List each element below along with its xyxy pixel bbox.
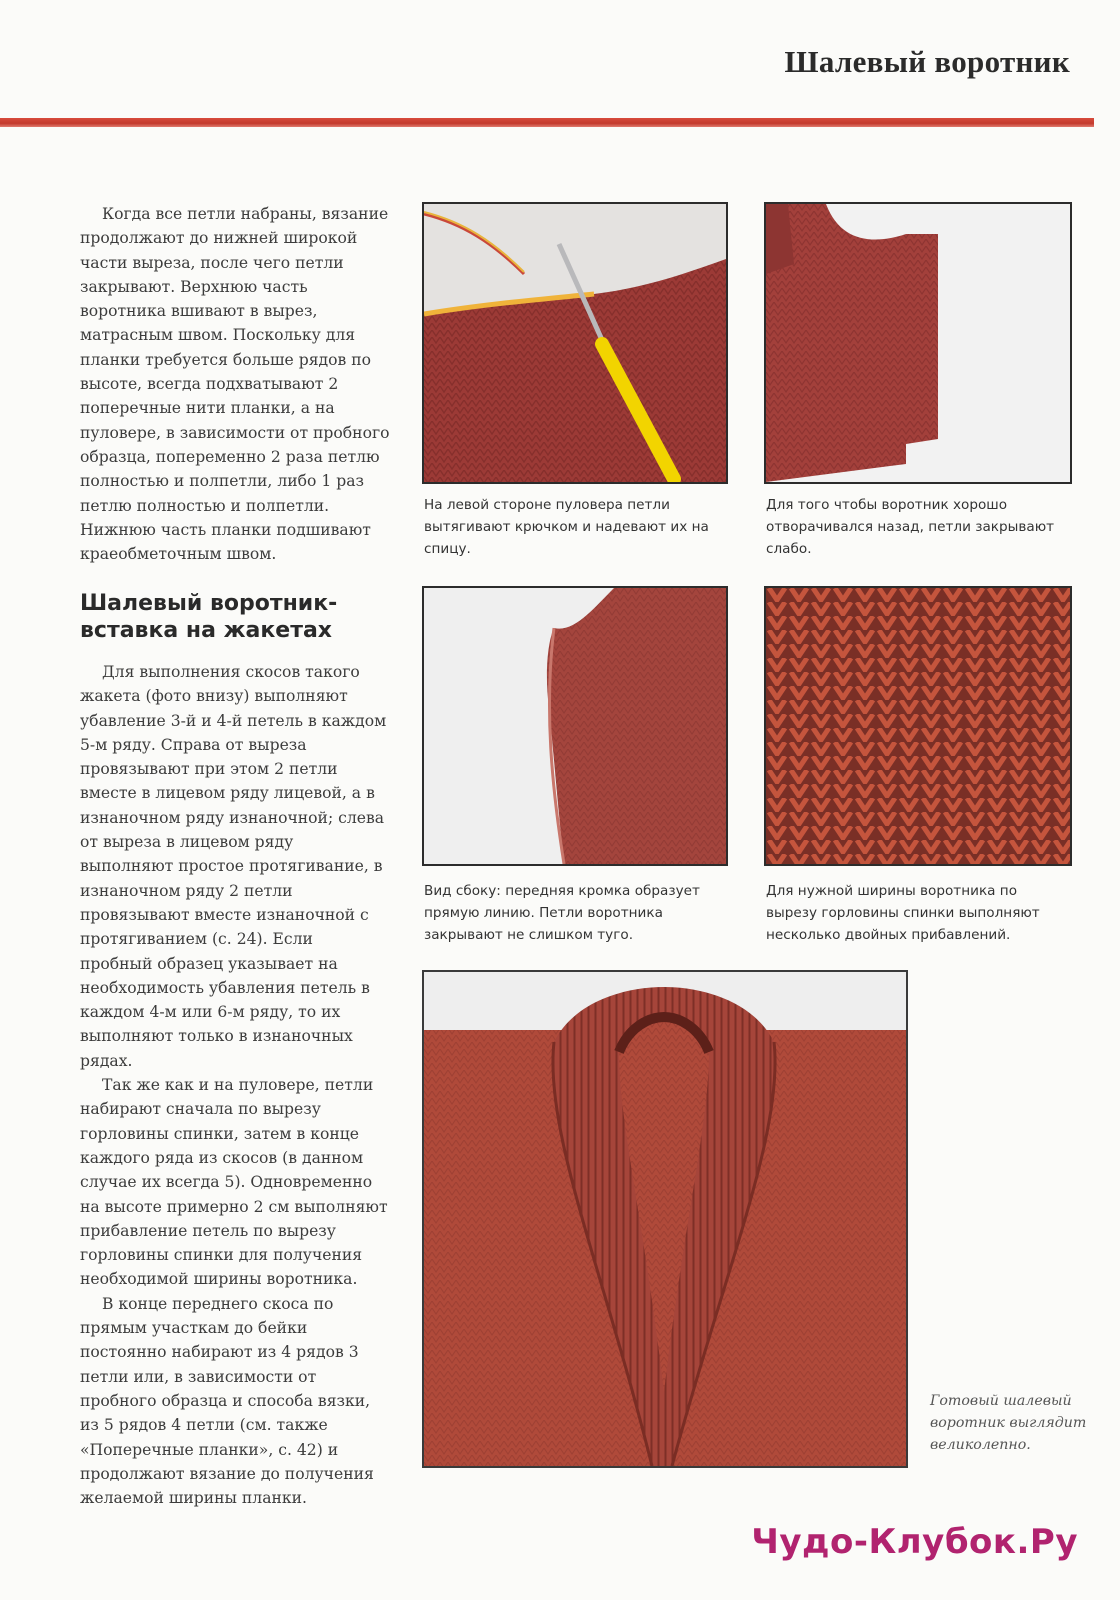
intro-text: Когда все петли набраны, вязание продолжают до нижней широкой части выреза, после чего петли закрывают. Верхнюю часть воротника вшивают в вырез, матрасным швом. Поскольку для планки требуется больше рядов по высоте, всегда подхватывают 2 поперечные нити планки, а на пуловере, в зависимости от пробного образца, попеременно 2 раза петлю полностью и полпетли, либо 1 раз петлю полностью и полпетли. Нижнюю часть планки подшивают краеобметочным швом. bbox=[80, 205, 390, 564]
section-paragraph-3: В конце переднего скоса по прямым участкам до бейки постоянно набирают из 4 рядов 3 петли или, в зависимости от пробного образца и способа вязки, из 5 рядов 4 петли (см. также «Поперечные планки», с. 42) и продолжают вязание до получения желаемой ширины планки. bbox=[80, 1294, 374, 1508]
caption-collar-back: Для того чтобы воротник хорошо отворачивался назад, петли закрывают слабо. bbox=[766, 497, 1055, 557]
section-body bbox=[80, 660, 390, 1510]
photo-rib-detail bbox=[764, 586, 1072, 866]
caption-crochet-pickup: На левой стороне пуловера петли вытягивают крючком и надевают их на спицу. bbox=[424, 497, 709, 557]
page-header-title: Шалевый воротник bbox=[784, 44, 1070, 79]
site-watermark: Чудо-Клубок.Ру bbox=[751, 1522, 1078, 1562]
section-heading: Шалевый воротник-вставка на жакетах bbox=[80, 591, 338, 643]
header-rule bbox=[0, 118, 1094, 127]
photo-side-view bbox=[422, 586, 728, 866]
caption-rib-detail: Для нужной ширины воротника по вырезу горловины спинки выполняют несколько двойных прибавлений. bbox=[766, 883, 1040, 943]
caption-side-view: Вид сбоку: передняя кромка образует прямую линию. Петли воротника закрывают не слишком туго. bbox=[424, 883, 700, 943]
section-paragraph-2: Так же как и на пуловере, петли набирают сначала по вырезу горловины спинки, затем в конце каждого ряда из скосов (в данном случае их всегда 5). Одновременно на высоте примерно 2 см выполняют прибавление петель по вырезу горловины спинки для получения необходимой ширины воротника. bbox=[80, 1076, 388, 1289]
section-paragraph-1: Для выполнения скосов такого жакета (фото внизу) выполняют убавление 3-й и 4-й петель в каждом 5-м ряду. Справа от выреза провязывают при этом 2 петли вместе в лицевом ряду лицевой, а в изнаночном ряду изнаночной; слева от выреза в лицевом ряду выполняют простое протягивание, в изнаночном ряду 2 петли провязывают вместе изнаночной с протягиванием (с. 24). Если пробный образец указывает на необходимость убавления петель в каждом 4-м или 6-м ряду, то их выполняют только в изнаночных рядах. bbox=[80, 663, 387, 1070]
caption-finished-collar: Готовый шалевый воротник выглядит великолепно. bbox=[930, 1393, 1087, 1453]
photo-collar-back bbox=[764, 202, 1072, 484]
photo-crochet-pickup bbox=[422, 202, 728, 484]
photo-finished-collar bbox=[422, 970, 908, 1468]
intro-paragraph bbox=[80, 202, 390, 566]
